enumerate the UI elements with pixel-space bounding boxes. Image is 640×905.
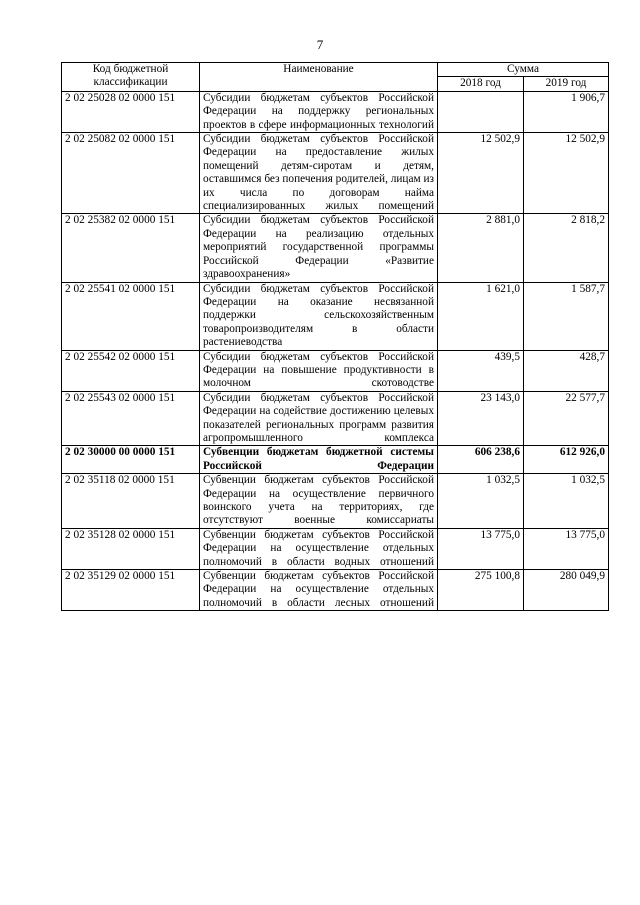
row-code: 2 02 35128 02 0000 151 — [62, 528, 200, 569]
row-value-2019: 2 818,2 — [524, 214, 609, 282]
row-code: 2 02 25382 02 0000 151 — [62, 214, 200, 282]
row-value-2018: 2 881,0 — [438, 214, 524, 282]
row-name: Субсидии бюджетам субъектов Российской Федерации на предоставление жилых помещений детям-сиротам и детям, оставшимся без попечения родителей, лицам из их числа по договорам найма специализированных жилых помещений — [200, 133, 438, 214]
row-value-2018: 1 621,0 — [438, 282, 524, 350]
budget-table — [61, 62, 609, 611]
row-value-2018: 439,5 — [438, 350, 524, 391]
table-row — [62, 570, 609, 611]
row-code: 2 02 25543 02 0000 151 — [62, 391, 200, 446]
header-year-2019: 2019 год — [524, 77, 609, 91]
row-name: Субвенции бюджетам бюджетной системы Российской Федерации — [200, 446, 438, 474]
table-row — [62, 282, 609, 350]
row-code: 2 02 25028 02 0000 151 — [62, 91, 200, 132]
header-code: Код бюджетной классификации — [62, 63, 200, 92]
table-row — [62, 474, 609, 529]
row-value-2018: 275 100,8 — [438, 570, 524, 611]
row-value-2019: 612 926,0 — [524, 446, 609, 474]
row-name: Субвенции бюджетам субъектов Российской Федерации на осуществление отдельных полномочий в области водных отношений — [200, 528, 438, 569]
row-code: 2 02 25541 02 0000 151 — [62, 282, 200, 350]
row-name: Субсидии бюджетам субъектов Российской Федерации на поддержку региональных проектов в сфере информационных технологий — [200, 91, 438, 132]
row-code: 2 02 35118 02 0000 151 — [62, 474, 200, 529]
row-value-2019: 1 032,5 — [524, 474, 609, 529]
row-code: 2 02 30000 00 0000 151 — [62, 446, 200, 474]
table-row-total — [62, 446, 609, 474]
row-value-2019: 1 906,7 — [524, 91, 609, 132]
row-code: 2 02 25542 02 0000 151 — [62, 350, 200, 391]
page-number: 7 — [316, 37, 324, 52]
table-row — [62, 91, 609, 132]
row-value-2018: 12 502,9 — [438, 133, 524, 214]
row-name: Субвенции бюджетам субъектов Российской Федерации на осуществление отдельных полномочий в области лесных отношений — [200, 570, 438, 611]
table-row — [62, 350, 609, 391]
row-value-2019: 13 775,0 — [524, 528, 609, 569]
row-value-2019: 22 577,7 — [524, 391, 609, 446]
row-value-2019: 12 502,9 — [524, 133, 609, 214]
row-value-2018 — [438, 91, 524, 132]
row-name: Субсидии бюджетам субъектов Российской Федерации на реализацию отдельных мероприятий государственной программы Российской Федерации «Развитие здравоохранения» — [200, 214, 438, 282]
table-row — [62, 214, 609, 282]
row-code: 2 02 35129 02 0000 151 — [62, 570, 200, 611]
table-row — [62, 391, 609, 446]
row-value-2019: 280 049,9 — [524, 570, 609, 611]
header-year-2018: 2018 год — [438, 77, 524, 91]
header-sum: Сумма — [438, 63, 609, 77]
table-row — [62, 133, 609, 214]
row-name: Субсидии бюджетам субъектов Российской Федерации на повышение продуктивности в молочном скотоводстве — [200, 350, 438, 391]
row-code: 2 02 25082 02 0000 151 — [62, 133, 200, 214]
row-value-2018: 1 032,5 — [438, 474, 524, 529]
row-value-2018: 606 238,6 — [438, 446, 524, 474]
row-value-2019: 428,7 — [524, 350, 609, 391]
table-header — [62, 63, 609, 92]
row-name: Субвенции бюджетам субъектов Российской Федерации на осуществление первичного воинского учета на территориях, где отсутствуют военные комиссариаты — [200, 474, 438, 529]
row-name: Субсидии бюджетам субъектов Российской Федерации на оказание несвязанной поддержки сельскохозяйственным товаропроизводителям в области растениеводства — [200, 282, 438, 350]
row-name: Субсидии бюджетам субъектов Российской Федерации на содействие достижению целевых показателей региональных программ развития агропромышленного комплекса — [200, 391, 438, 446]
row-value-2019: 1 587,7 — [524, 282, 609, 350]
header-name: Наименование — [200, 63, 438, 92]
row-value-2018: 13 775,0 — [438, 528, 524, 569]
row-value-2018: 23 143,0 — [438, 391, 524, 446]
table-row — [62, 528, 609, 569]
